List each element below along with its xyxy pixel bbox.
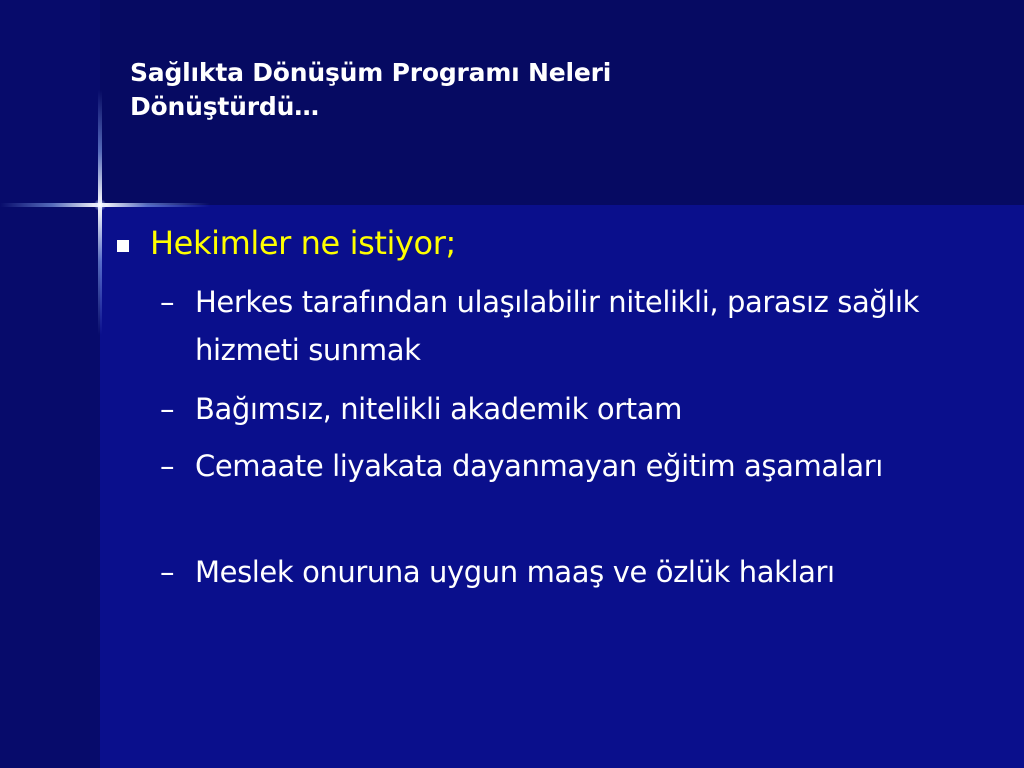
sub-bullet-text: Meslek onuruna uygun maaş ve özlük hakları <box>195 555 835 589</box>
dash-bullet-icon: – <box>160 285 175 319</box>
dash-bullet-icon: – <box>160 449 175 483</box>
sub-bullet-text: Cemaate liyakata dayanmayan eğitim aşamaları <box>195 449 883 483</box>
sub-bullet-item <box>160 548 980 596</box>
dash-bullet-icon: – <box>160 392 175 426</box>
sub-bullet-text: Bağımsız, nitelikli akademik ortam <box>195 392 682 426</box>
slide-title-line-1: Sağlıkta Dönüşüm Programı Neleri <box>130 58 612 87</box>
square-bullet-icon <box>117 240 129 252</box>
slide-title-line-2: Dönüştürdü… <box>130 92 319 121</box>
main-bullet-text: Hekimler ne istiyor; <box>150 224 456 262</box>
dash-bullet-icon: – <box>160 555 175 589</box>
sub-bullet-item <box>160 442 980 490</box>
sub-bullet-item <box>160 278 980 374</box>
sub-bullet-item <box>160 385 980 433</box>
sub-bullet-text: Herkes tarafından ulaşılabilir nitelikli, parasız sağlık hizmeti sunmak <box>195 285 920 367</box>
